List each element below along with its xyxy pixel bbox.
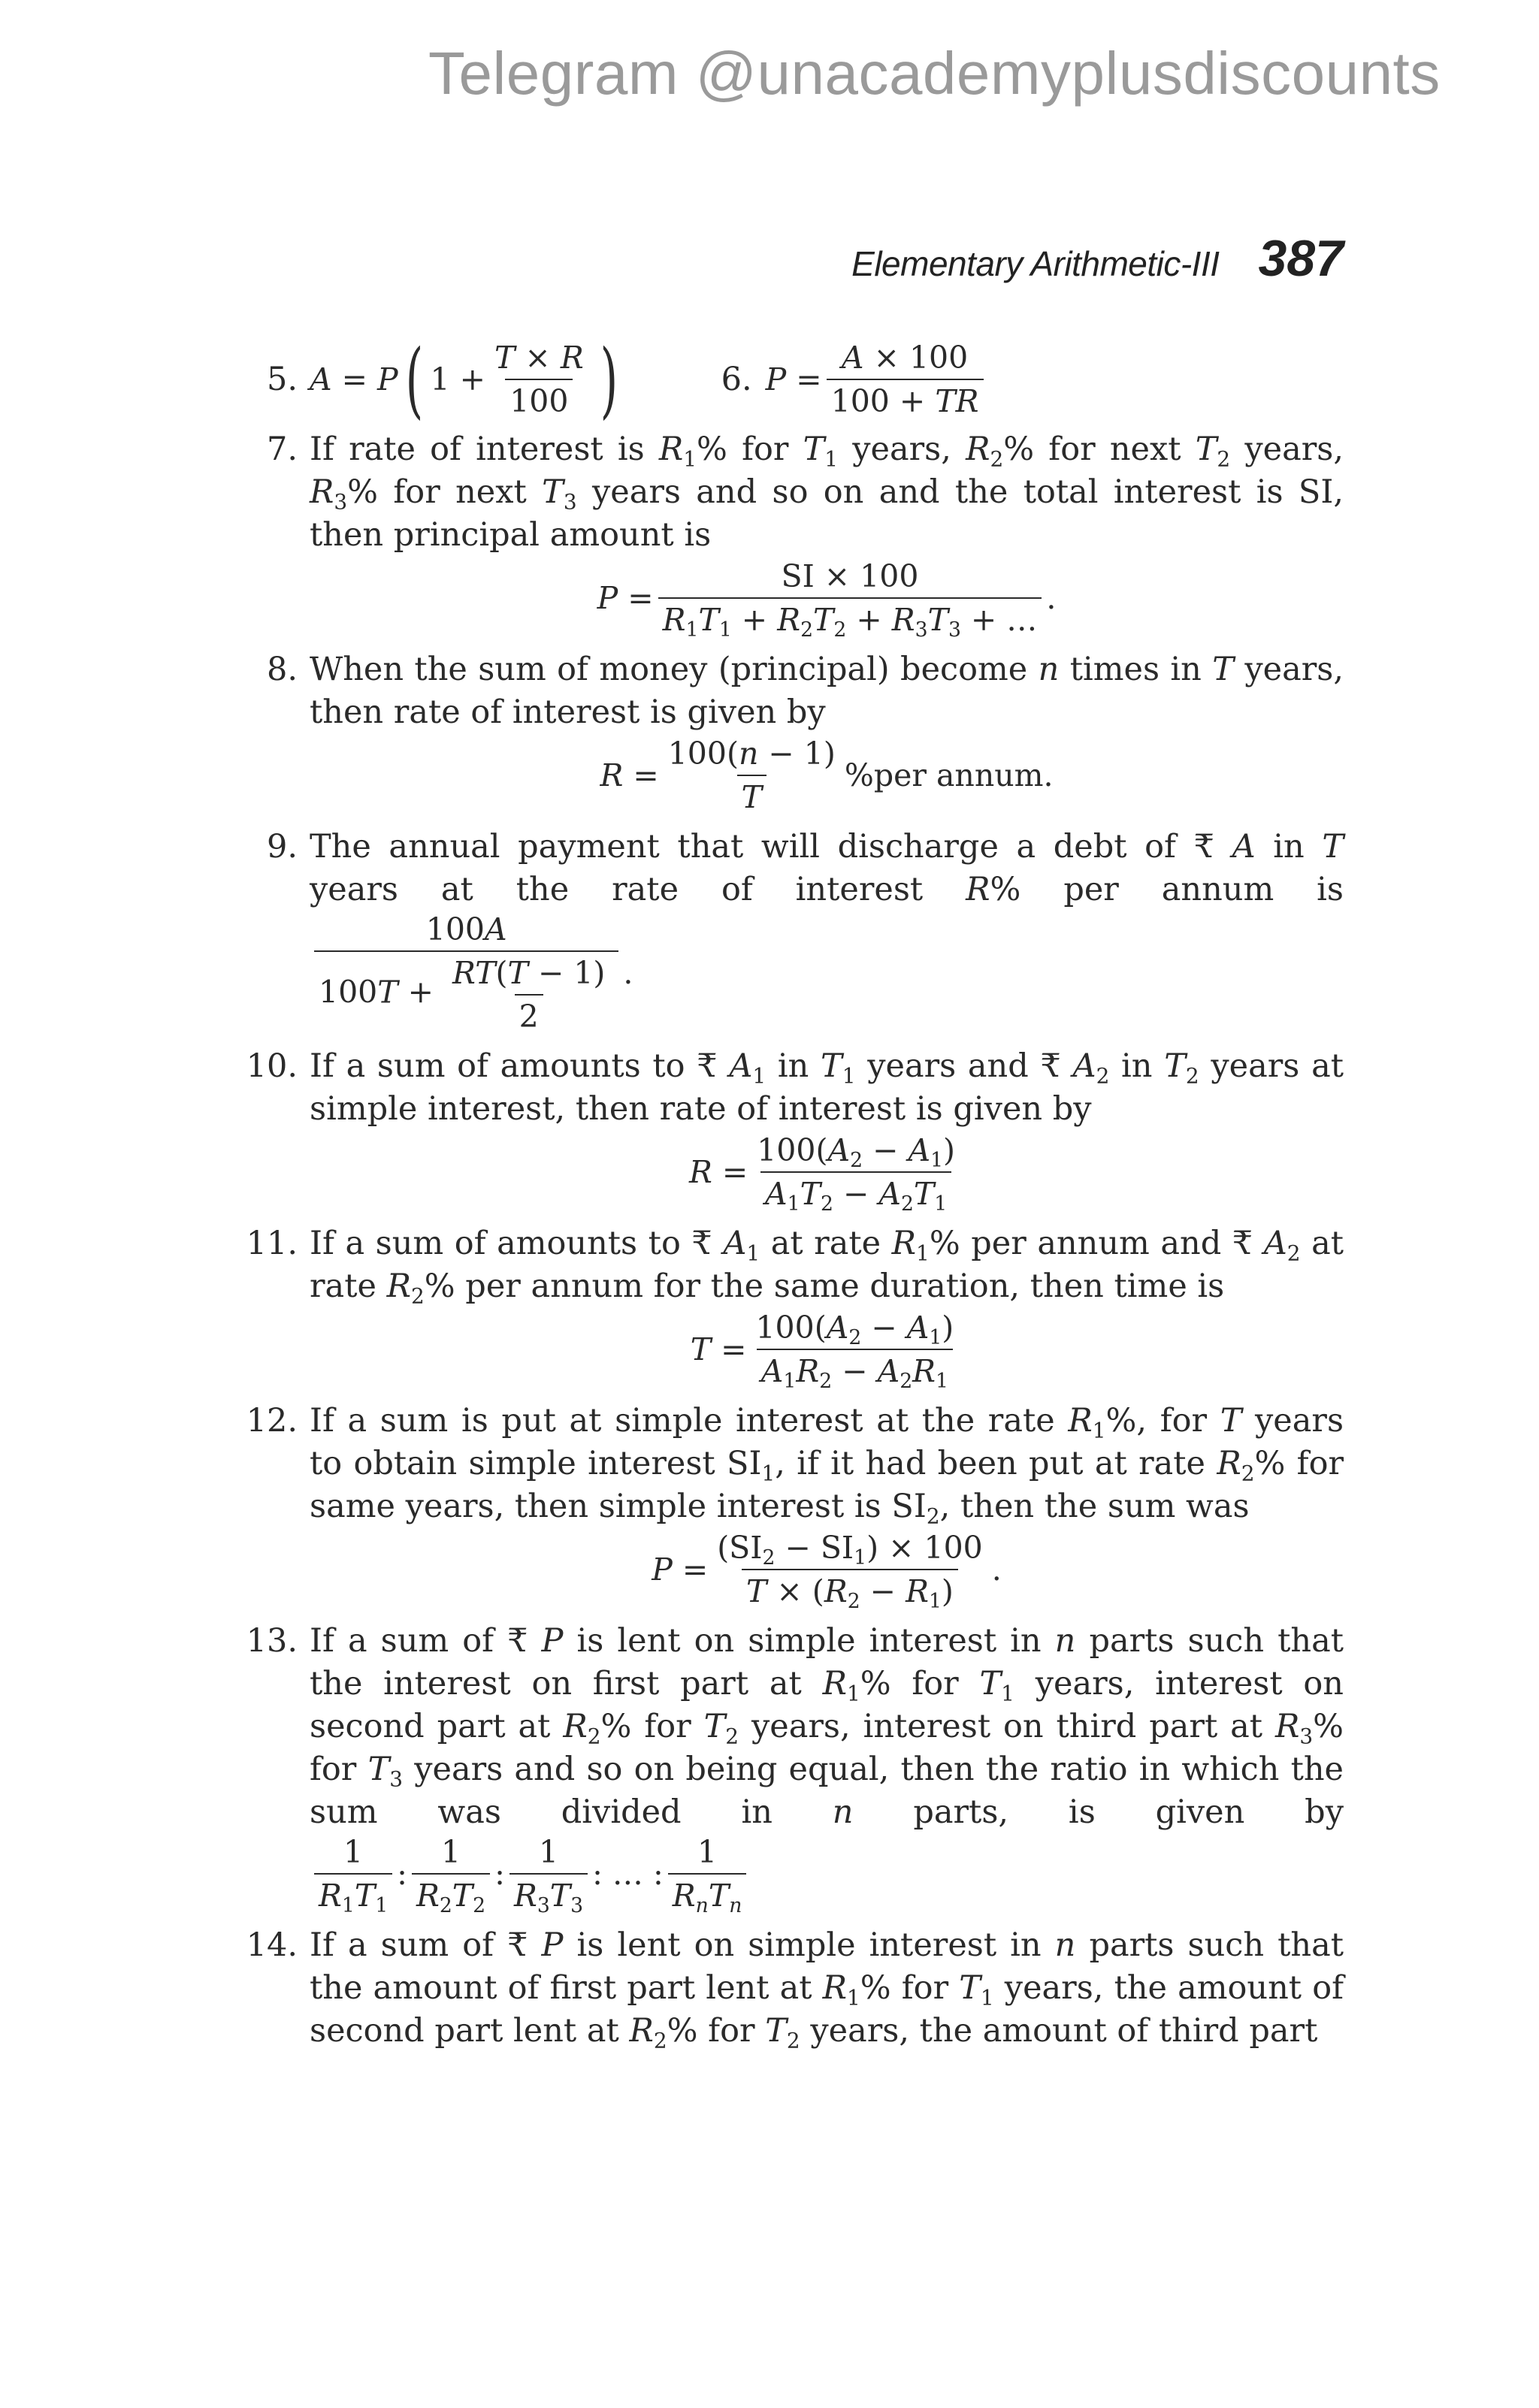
formula-9: 100A 100T + $\frac{RT(T - 1)}{2}$ . bbox=[310, 911, 633, 1035]
list-item-11: 11. If a sum of amounts to ₹ $A_1$ at rate $R_1\%$ per annum and ₹ $A_2$ at rate $R_2\%$ per annum for the same duration, then time is T = $\frac{100(A_2 - A_1)}{A_1R_2 - A_2R_1}$ bbox=[240, 1222, 1344, 1389]
list-item-7: 7. If rate of interest is $R_1\%$ for $T_1$ years, $R_2\%$ for next $T_2$ years, $R_3\%$ for next $T_3$ years and so on and the total interest is SI, then principal amount is P = $\frac{SI \times 100}{R_1T_1 + R_2T_2 + R_3T_3 + \dots}$ . bbox=[240, 428, 1344, 638]
item-text: is lent on simple interest in bbox=[576, 1622, 1042, 1660]
list-item-14: 14. If a sum of ₹ P is lent on simple interest in n parts such that the amount of first part lent at $R_1\%$ for $T_1$ years, the amount of second part lent at $R_2\%$ for $T_2$ years, the amount of third part bbox=[240, 1924, 1344, 2053]
item-text: parts such that the interest on first part at bbox=[310, 1622, 1344, 1703]
list-item-10: 10. If a sum of amounts to ₹ $A_1$ in $T_1$ years and ₹ $A_2$ in $T_2$ years at simple interest, then rate of interest is given by R = $\frac{100(A_2 - A_1)}{A_1T_2 - A_2T_1}$ bbox=[240, 1045, 1344, 1212]
item-number: 9. bbox=[266, 828, 298, 866]
item-number: 11. bbox=[246, 1225, 298, 1262]
item-number: 14. bbox=[246, 1926, 298, 1964]
item-text: The annual payment that will discharge a debt of bbox=[310, 828, 1176, 866]
item-text: years and so on and the total interest is SI, then principal amount is bbox=[310, 473, 1344, 554]
item-text: in bbox=[1273, 828, 1305, 866]
item-number: 8. bbox=[266, 651, 298, 688]
item-text: is lent on simple interest in bbox=[576, 1926, 1042, 1964]
item-text: If a sum of bbox=[310, 1622, 494, 1660]
item-text: When the sum of money (principal) become bbox=[310, 651, 1028, 688]
item-text: If a sum is put at simple interest at the rate bbox=[310, 1402, 1055, 1440]
item-text: times in bbox=[1069, 651, 1202, 688]
formula-5: A = P ( 1 + $\frac{T \times R}{100}$ ) bbox=[310, 331, 618, 428]
formula-13: $\frac{1}{R_1T_1}$ : $\frac{1}{R_2T_2}$ : $\frac{1}{R_3T_3}$ : … : $\frac{1}{R_nT_n}$ bbox=[310, 1834, 751, 1914]
item-text: years, then rate of interest is given by bbox=[310, 651, 1344, 731]
item-text: parts such that the amount of first part lent at bbox=[310, 1926, 1344, 2007]
formula-7: P = $\frac{SI \times 100}{R_1T_1 + R_2T_2 + R_3T_3 + \dots}$ . bbox=[597, 558, 1057, 642]
item-text: If a sum of bbox=[310, 1926, 494, 1964]
item-text: % per annum is bbox=[990, 871, 1344, 908]
item-number: 13. bbox=[246, 1622, 298, 1660]
running-title: Elementary Arithmetic-III bbox=[851, 244, 1220, 283]
list-item-13: 13. If a sum of ₹ P is lent on simple interest in n parts such that the interest on first part at $R_1\%$ for $T_1$ years, interest on second part at $R_2\%$ for $T_2$ years, interest on third part at $R_3\%$ for $T_3$ years and so on being equal, then the ratio in which the sum was divided in n parts, is given by $\frac{1}{R_1T_1}$ : $\frac{1}{R_2T_2}$ : $\frac{1}{R_3T_3}$ : … : $\frac{1}{R_nT_n}$ bbox=[240, 1620, 1344, 1914]
item-number: 5. bbox=[266, 361, 298, 398]
item-number: 12. bbox=[246, 1402, 298, 1440]
page-number: 387 bbox=[1258, 230, 1344, 287]
item-text: If a sum of amounts to bbox=[310, 1225, 681, 1262]
item-text: years at the rate of interest bbox=[310, 871, 924, 908]
list-item-8: 8. When the sum of money (principal) become n times in T years, then rate of interest is given by R = $\frac{100(n - 1)}{T}$ %per annum. bbox=[240, 648, 1344, 815]
formula-10: R = $\frac{100(A_2 - A_1)}{A_1T_2 - A_2T_1}$ bbox=[688, 1132, 956, 1216]
list-item-12: 12. If a sum is put at simple interest at the rate $R_1\%$, for T years to obtain simple interest $SI_1$, if it had been put at rate $R_2\%$ for same years, then simple interest is $SI_2$, then the sum was P = $\frac{(SI_2 - SI_1) \times 100}{T \times (R_2 - R_1)}$ . bbox=[240, 1400, 1344, 1609]
item-number: 10. bbox=[246, 1047, 298, 1085]
item-text: for same years, then simple interest is bbox=[310, 1445, 1344, 1525]
item-number: 6. bbox=[721, 361, 752, 398]
formula-11: T = $\frac{100(A_2 - A_1)}{A_1R_2 - A_2R_1}$ bbox=[690, 1310, 954, 1393]
item-text: if it had been put at rate bbox=[797, 1445, 1205, 1482]
formula-suffix: %per annum. bbox=[844, 757, 1054, 793]
item-text: for next bbox=[393, 473, 527, 511]
item-text: If a sum of amounts to bbox=[310, 1047, 685, 1085]
formula-12: P = $\frac{(SI_2 - SI_1) \times 100}{T \times (R_2 - R_1)}$ . bbox=[652, 1530, 1002, 1613]
item-text: per annum for the same duration, then time is bbox=[465, 1267, 1225, 1305]
item-text: years to obtain simple interest bbox=[310, 1402, 1344, 1482]
list-item-9: 9. The annual payment that will discharge a debt of ₹ A in T years at the rate of interest R% per annum is 100A 100T + $\frac{RT(T - 1)}{2}$ . bbox=[240, 826, 1344, 1035]
formula-6: P = $\frac{A \times 100}{100 + TR}$ bbox=[766, 340, 988, 419]
item-text: parts, is given by bbox=[913, 1793, 1344, 1831]
formula-row-5-6 bbox=[240, 331, 1344, 428]
item-number: 7. bbox=[266, 431, 298, 468]
watermark: Telegram @unacademyplusdiscounts bbox=[428, 40, 1441, 107]
item-text: If rate of interest is bbox=[310, 431, 645, 468]
formula-8: R = $\frac{100(n - 1)}{T}$ %per annum. bbox=[600, 736, 1054, 815]
item-text: then the sum was bbox=[960, 1488, 1250, 1525]
item-text: simple interest, then rate of interest is given by bbox=[310, 1090, 1092, 1128]
page-body bbox=[240, 331, 1344, 2063]
running-header bbox=[851, 229, 1344, 288]
